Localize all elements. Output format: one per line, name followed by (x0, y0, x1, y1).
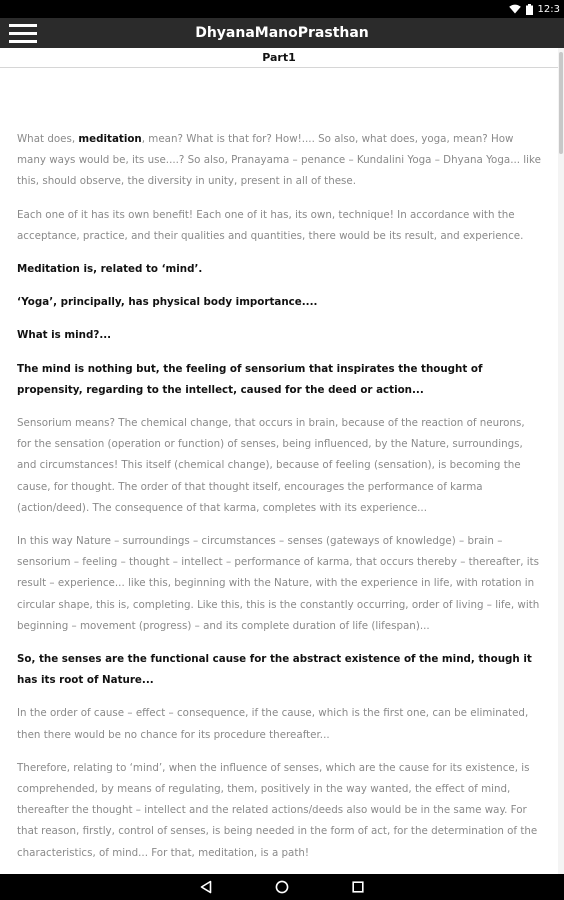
article-paragraph (17, 129, 542, 193)
article-paragraph (17, 259, 542, 280)
wifi-icon (509, 4, 521, 14)
hamburger-icon-line (9, 40, 37, 43)
article-paragraph (17, 531, 542, 637)
paragraph-text: Therefore, relating to ‘mind’, when the influence of senses, which are the cause for its existence, is comprehended, by means of regulating, them, positively in the way wanted, the effect of mind, thereafter the thought – intellect and the related actions/deeds also would be in the same way. For that reason, firstly, control of senses, is being needed in the form of act, for the determination of the characteristics, of mind... For that, meditation, is a path! (17, 761, 538, 859)
section-title: Part1 (0, 48, 558, 68)
emphasized-text: ‘Yoga’, principally, has physical body importance.... (17, 296, 318, 309)
paragraph-text: Sensorium means? The chemical change, that occurs in brain, because of the reaction of neurons, for the sensation (operation or function) of senses, being influenced, by the Nature, surroundings, and circumstances! This itself (chemical change), because of feeling (sensation), is becoming the cause, for thought. The order of that thought itself, encourages the performance of karma (action/deed). The consequence of that karma, completes with its experience... (17, 417, 525, 514)
app-bar (0, 18, 564, 48)
article-paragraph (17, 758, 542, 864)
reading-pane[interactable] (0, 48, 558, 874)
paragraph-text: In this way Nature – surroundings – circumstances – senses (gateways of knowledge) – brain – sensorium – feeling – thought – intellect – performance of karma, that occurs thereby – thereafter, its result – experience... like this, beginning with the Nature, with the experience in life, with rotation in circular shape, this is, completing. Like this, this is the constantly occurring, order of living – life, with beginning – movement (progress) – and its complete duration of life (lifespan)... (17, 535, 540, 632)
home-button[interactable] (244, 874, 320, 900)
home-circle-icon (275, 880, 289, 894)
article-body (0, 68, 558, 897)
recents-square-icon (351, 880, 365, 894)
status-time: 12:3 (537, 3, 560, 15)
status-bar (0, 0, 564, 18)
paragraph-text: Each one of it has its own benefit! Each one of it has, its own, technique! In accordance with the acceptance, practice, and their qualities and quantities, there would be its result, and experience. (17, 208, 524, 242)
paragraph-text: In the order of cause – effect – consequence, if the cause, which is the first one, can be eliminated, then there would be no chance for its procedure thereafter... (17, 707, 529, 741)
paragraph-text: , mean? What is that for? How!.... So also, what does, yoga, mean? How many ways would be, its use....? So also, Pranayama – penance – Kundalini Yoga – Dhyana Yoga... like this, should observe, the diversity in unity, present in all of these. (17, 133, 541, 188)
battery-icon (526, 4, 533, 15)
emphasized-text: What is mind?... (17, 329, 112, 342)
navigation-bar (0, 874, 564, 900)
back-button[interactable] (168, 874, 244, 900)
emphasized-text: So, the senses are the functional cause for the abstract existence of the mind, though it has its root of Nature... (17, 653, 532, 687)
article-paragraph (17, 413, 542, 519)
scrollbar-thumb[interactable] (559, 52, 563, 154)
article-paragraph (17, 292, 542, 313)
recents-button[interactable] (320, 874, 396, 900)
app-title: DhyanaManoPrasthan (195, 25, 369, 41)
emphasized-text: The mind is nothing but, the feeling of sensorium that inspirates the thought of propensity, regarding to the intellect, caused for the deed or action... (17, 362, 483, 396)
article-paragraph (17, 359, 542, 401)
emphasized-text: Meditation is, related to ‘mind’. (17, 263, 203, 276)
article-paragraph (17, 649, 542, 691)
article-paragraph (17, 325, 542, 346)
hamburger-icon-line (9, 32, 37, 35)
paragraph-text: What does, (17, 133, 79, 145)
back-triangle-icon (199, 880, 213, 894)
scrollbar[interactable] (558, 48, 564, 874)
hamburger-icon-line (9, 24, 37, 27)
emphasized-text: meditation (78, 133, 142, 145)
menu-button[interactable] (0, 18, 46, 48)
article-paragraph (17, 703, 542, 745)
article-paragraph (17, 205, 542, 247)
